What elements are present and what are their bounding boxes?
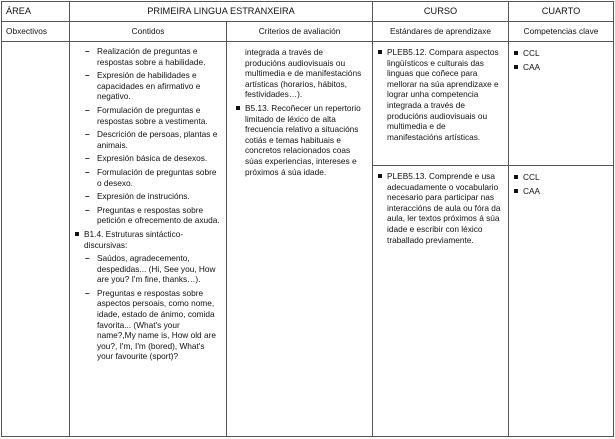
col-objectives: Obxectivos	[2, 22, 70, 42]
contents-list-1	[74, 46, 220, 226]
column-header-row	[2, 22, 614, 42]
competence-ccl: CCL	[513, 48, 609, 59]
competence-ccl: CCL	[513, 172, 609, 183]
list-item: – Preguntas e respostas sobre aspectos persoais, como nome, idade, estado de ánimo, comida favorita... (What's your name?,My name is, How old are you?, I'm, I'm (bored), What's your favourite (sport)?	[84, 288, 220, 362]
header-row	[2, 2, 614, 22]
objectives-cell	[2, 42, 70, 437]
area-label: ÁREA	[2, 2, 70, 22]
standard-pleb513: PLEB5.13. Comprende e usa adecuadamente o vocabulario necesario para participar nas interaccións de aula ou fóra da aula, ler textos próximos á súa idade e escribir con léxico traballado previamente.	[377, 171, 502, 245]
competence-caa: CAA	[513, 186, 609, 197]
list-item: – Formulación de preguntas sobre o desexo.	[84, 167, 220, 188]
list-item: – Realización de preguntas e respostas sobre a habilidade.	[84, 46, 220, 67]
list-item: – Expresión básica de desexos.	[84, 153, 220, 164]
contents-list-2	[74, 253, 220, 362]
criteria-continuation: integrada a través de producións audiovisuais ou multimedia e de manifestacións artísticas (horarios, hábitos, festividades…).	[245, 47, 362, 100]
list-item: – Expresión de instrucións.	[84, 191, 220, 202]
list-item: – Expresión de habilidades e capacidades en afirmativo e negativo.	[84, 70, 220, 102]
subject-title: PRIMEIRA LINGUA ESTRANXEIRA	[70, 2, 373, 22]
criteria-b513: B5.13. Recoñecer un repertorio limitado de léxico de alta frecuencia relativo a situacións cotiás e temas habituais e concretos relacionados coas súas experiencias, intereses e próximos á súa idade.	[235, 103, 364, 177]
curriculum-table	[1, 1, 614, 437]
list-item: – Preguntas e respostas sobre petición e ofrecemento de axuda.	[84, 205, 220, 226]
list-item: – Formulación de preguntas e respostas sobre a vestimenta.	[84, 105, 220, 126]
col-contents: Contidos	[70, 22, 227, 42]
standard-pleb512: PLEB5.12. Compara aspectos lingüísticos e culturais das linguas que coñece para mellorar na súa aprendizaxe e lograr unha competencia integrada a través de producións audiovisuais ou multimedia e de manifestacións artísticas.	[377, 47, 502, 142]
course-label: CURSO	[373, 2, 509, 22]
standards-cell	[373, 42, 509, 437]
competences-cell	[509, 42, 614, 437]
list-item: – Saúdos, agradecemento, despedidas... (Hi, See you, How are you? I'm fine, thanks…).	[84, 253, 220, 285]
col-criteria: Criterios de avaliación	[227, 22, 373, 42]
block-b14-heading: B1.4. Estruturas sintáctico-discursivas:	[74, 229, 220, 250]
criteria-cell	[227, 42, 373, 437]
contents-cell	[70, 42, 227, 437]
body-row	[2, 42, 614, 437]
list-item: – Descrición de persoas, plantas e animais.	[84, 129, 220, 150]
course-value: CUARTO	[509, 2, 614, 22]
competence-caa: CAA	[513, 62, 609, 73]
col-standards: Estándares de aprendizaxe	[373, 22, 509, 42]
col-competences: Competencias clave	[509, 22, 614, 42]
